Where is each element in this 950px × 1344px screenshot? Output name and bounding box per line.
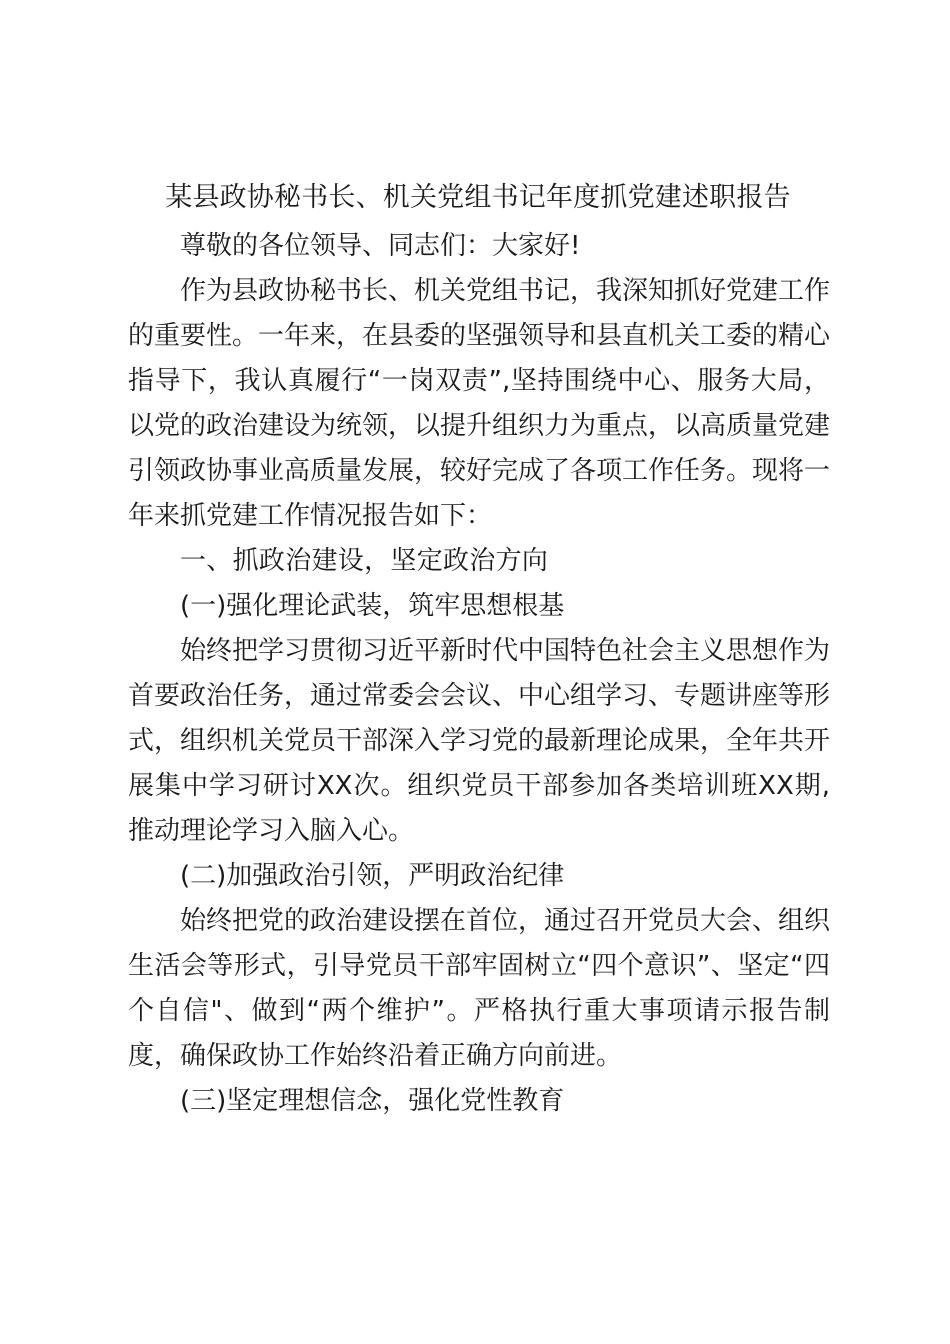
subsection-heading-2: (二)加强政治引领，严明政治纪律: [180, 861, 565, 891]
greeting-paragraph: 尊敬的各位领导、同志们：大家好!: [180, 231, 581, 261]
section-heading-1: 一、抓政治建设，坚定政治方向: [180, 546, 549, 576]
subsection-paragraph-2: 始终把党的政治建设摆在首位，通过召开党员大会、组织生活会等形式，引导党员干部牢固树立“四个意识”、坚定“四个自信"、做到“两个维护”。严格执行重大事项请示报告制度，确保政协工作始终沿着正确方向前进。: [128, 906, 831, 1071]
document-body: [128, 224, 830, 1124]
subsection-heading-1: (一)强化理论武装，筑牢思想根基: [180, 591, 565, 621]
intro-paragraph: 作为县政协秘书长、机关党组书记，我深知抓好党建工作的重要性。一年来，在县委的坚强领导和县直机关工委的精心指导下，我认真履行“一岗双责”,坚持围绕中心、服务大局，以党的政治建设为统领，以提升组织力为重点，以高质量党建引领政协事业高质量发展，较好完成了各项工作任务。现将一年来抓党建工作情况报告如下：: [128, 276, 831, 531]
subsection-paragraph-1: 始终把学习贯彻习近平新时代中国特色社会主义思想作为首要政治任务，通过常委会会议、中心组学习、专题讲座等形式，组织机关党员干部深入学习党的最新理论成果，全年共开展集中学习研讨XX次。组织党员干部参加各类培训班XX期,推动理论学习入脑入心。: [128, 636, 831, 846]
subsection-heading-3: (三)坚定理想信念，强化党性教育: [180, 1086, 565, 1116]
document-title: 某县政协秘书长、机关党组书记年度抓党建述职报告: [165, 182, 791, 213]
